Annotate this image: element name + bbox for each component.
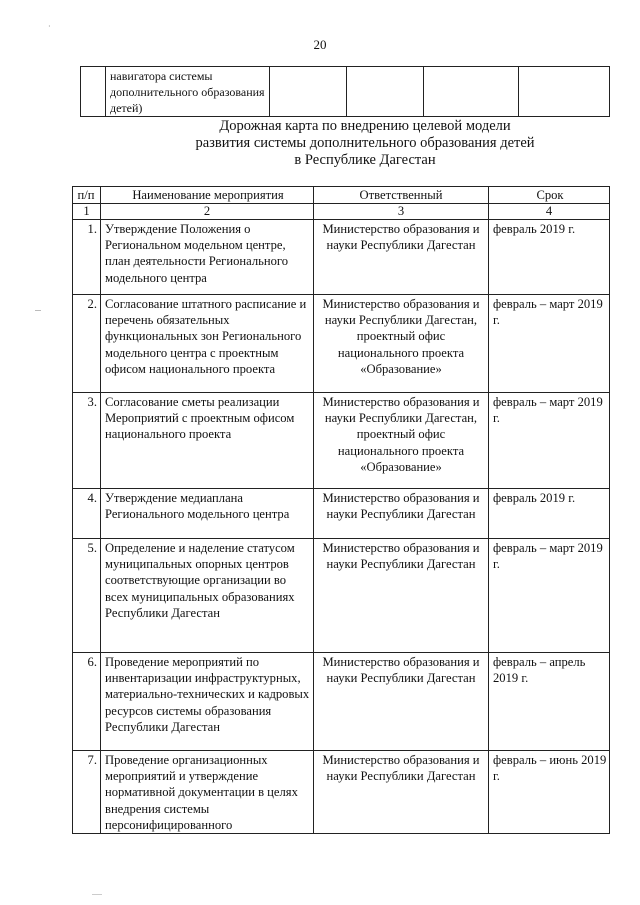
table-cell [519, 67, 610, 117]
table-row [73, 220, 610, 295]
activity-name: Согласование сметы реализации Мероприятий с проектным офисом национального проекта [101, 393, 314, 489]
title-line: развития системы дополнительного образования детей [195, 135, 535, 151]
activity-name: Утверждение медиаплана Регионального модельного центра [101, 489, 314, 539]
table-cell [106, 67, 270, 117]
activity-name: Утверждение Положения о Региональном модельном центре, план деятельности Регионального модельного центра [101, 220, 314, 295]
table-row [81, 67, 610, 117]
title-line: в Республике Дагестан [294, 152, 436, 168]
responsible: Министерство образования и науки Республики Дагестан, проектный офис национального проекта «Образование» [314, 295, 489, 393]
header-name: Наименование мероприятия [101, 187, 314, 204]
deadline: февраль – март 2019 г. [489, 295, 610, 393]
responsible: Министерство образования и науки Республики Дагестан [314, 489, 489, 539]
row-number: 6. [73, 653, 101, 751]
table-header-row [73, 187, 610, 204]
column-number: 4 [489, 204, 610, 220]
responsible: Министерство образования и науки Республики Дагестан, проектный офис национального проекта «Образование» [314, 393, 489, 489]
roadmap-table [72, 186, 610, 834]
column-number: 2 [101, 204, 314, 220]
scan-mark [35, 310, 41, 311]
document-title [120, 118, 610, 169]
table-cell [270, 67, 347, 117]
row-number: 7. [73, 751, 101, 834]
column-numbers-row [73, 204, 610, 220]
scan-mark [92, 894, 102, 895]
table-row [73, 393, 610, 489]
deadline: февраль – март 2019 г. [489, 393, 610, 489]
page-number: 20 [313, 37, 327, 52]
deadline: февраль – июнь 2019 г. [489, 751, 610, 834]
table-cell [81, 67, 106, 117]
activity-name: Согласование штатного расписание и перечень обязательных функциональных зон Регионального модельного центра с проектным офисом национального проекта [101, 295, 314, 393]
deadline: февраль – март 2019 г. [489, 539, 610, 653]
deadline: февраль 2019 г. [489, 220, 610, 295]
responsible: Министерство образования и науки Республики Дагестан [314, 220, 489, 295]
table-row [73, 653, 610, 751]
column-number: 3 [314, 204, 489, 220]
column-number: 1 [73, 204, 101, 220]
activity-name: Проведение организационных мероприятий и утверждение нормативной документации в целях внедрения системы персонифицированного [101, 751, 314, 834]
title-line: Дорожная карта по внедрению целевой модели [219, 118, 511, 134]
responsible: Министерство образования и науки Республики Дагестан [314, 653, 489, 751]
deadline: февраль 2019 г. [489, 489, 610, 539]
table-row [73, 489, 610, 539]
header-resp: Ответственный [314, 187, 489, 204]
row-number: 2. [73, 295, 101, 393]
continued-cell-text: навигатора системы дополнительного образования детей) [110, 69, 265, 115]
row-number: 4. [73, 489, 101, 539]
row-number: 1. [73, 220, 101, 295]
row-number: 3. [73, 393, 101, 489]
deadline: февраль – апрель 2019 г. [489, 653, 610, 751]
activity-name: Определение и наделение статусом муниципальных опорных центров соответствующие организации во всех муниципальных образованиях Республики Дагестан [101, 539, 314, 653]
scan-mark: · [48, 22, 51, 31]
table-cell [347, 67, 424, 117]
continued-table [80, 66, 610, 117]
table-row [73, 295, 610, 393]
table-cell [424, 67, 519, 117]
row-number: 5. [73, 539, 101, 653]
header-num: п/п [73, 187, 101, 204]
responsible: Министерство образования и науки Республики Дагестан [314, 539, 489, 653]
header-term: Срок [489, 187, 610, 204]
responsible: Министерство образования и науки Республики Дагестан [314, 751, 489, 834]
table-row [73, 751, 610, 834]
activity-name: Проведение мероприятий по инвентаризации инфраструктурных, материально-технических и кадровых ресурсов системы образования Республики Дагестан [101, 653, 314, 751]
table-row [73, 539, 610, 653]
